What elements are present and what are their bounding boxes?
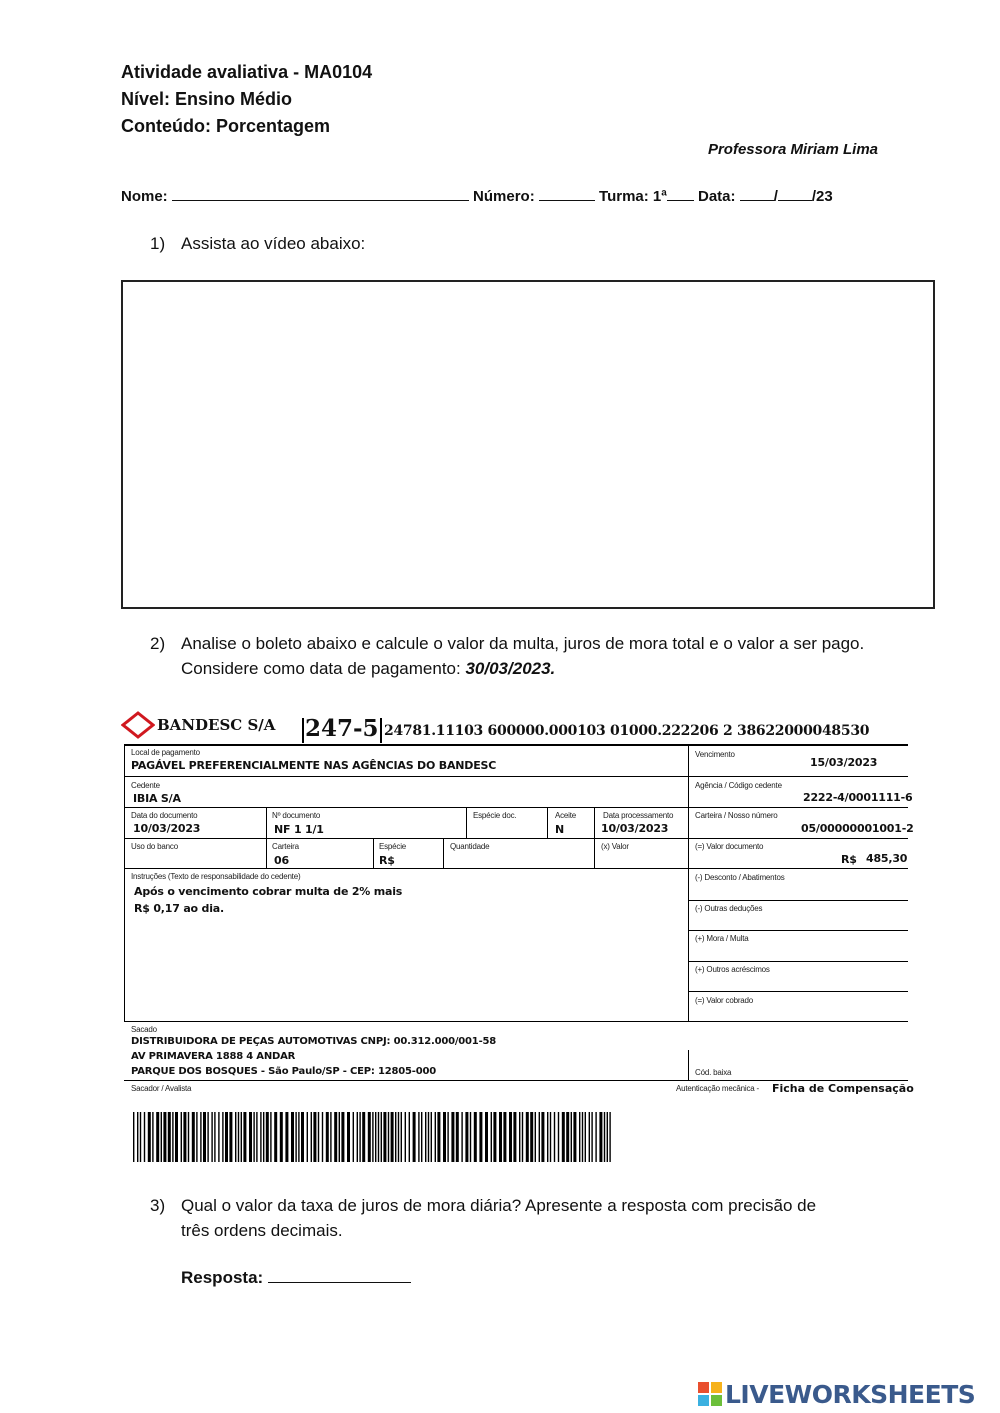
payment-date: 30/03/2023. <box>465 659 556 678</box>
level-label: Nível: Ensino Médio <box>121 89 293 109</box>
carteira-label: Carteira <box>272 842 299 851</box>
especie-label: Espécie <box>379 842 407 851</box>
question-text: Analise o boleto abaixo e calcule o valor da multa, juros de mora total e o valor a ser pago. <box>181 634 865 653</box>
answer-input[interactable] <box>268 1268 411 1283</box>
data-label: Data: <box>698 188 736 205</box>
teacher-name: Professora Miriam Lima <box>707 141 878 158</box>
local-pagamento: PAGÁVEL PREFERENCIALMENTE NAS AGÊNCIAS DO BANDESC <box>131 759 497 772</box>
question-2 <box>150 631 864 681</box>
bank-code: 247-5 <box>305 715 379 742</box>
answer-label: Resposta: <box>181 1268 264 1287</box>
valor-label: (x) Valor <box>601 842 629 851</box>
liveworksheets-brand: LIVEWORKSHEETS <box>725 1379 976 1409</box>
question-text: Qual o valor da taxa de juros de mora diária? Apresente a resposta com precisão de <box>181 1196 817 1215</box>
liveworksheets-logo <box>697 1380 975 1408</box>
vencimento-label: Vencimento <box>695 750 735 759</box>
question-number: 1) <box>150 234 166 253</box>
answer-row <box>181 1268 411 1288</box>
content-label: Conteúdo: Porcentagem <box>121 116 331 136</box>
liveworksheets-logo-icon <box>697 1381 723 1407</box>
num-documento-label: Nº documento <box>272 811 321 820</box>
instrucoes-label: Instruções (Texto de responsabilidade do cedente) <box>131 872 301 881</box>
valor-documento: 485,30 <box>866 852 908 865</box>
instrucoes-line1: Após o vencimento cobrar multa de 2% mais <box>134 885 403 898</box>
outros-acrescimos-label: (+) Outros acréscimos <box>695 965 770 974</box>
day-field[interactable] <box>740 186 774 201</box>
bank-diamond-logo-icon <box>121 711 155 739</box>
numero-field[interactable] <box>539 186 595 201</box>
digitable-line: 24781.11103 600000.000103 01000.222206 2 38622000048530 <box>384 723 870 739</box>
sacado-line3: PARQUE DOS BOSQUES - São Paulo/SP - CEP: 12805-000 <box>131 1066 436 1077</box>
num-documento: NF 1 1/1 <box>274 823 324 836</box>
video-frame[interactable] <box>121 280 935 609</box>
cedente-label: Cedente <box>131 781 160 790</box>
data-documento: 10/03/2023 <box>133 822 201 835</box>
activity-title: Atividade avaliativa - MA0104 <box>121 62 373 82</box>
data-processamento-label: Data processamento <box>603 811 674 820</box>
especie-doc-label: Espécie doc. <box>473 811 517 820</box>
desconto-label: (-) Desconto / Abatimentos <box>695 873 785 882</box>
quantidade-label: Quantidade <box>450 842 490 851</box>
agencia-label: Agência / Código cedente <box>695 781 782 790</box>
nosso-numero: 05/00000001001-2 <box>801 822 914 835</box>
local-pagamento-label: Local de pagamento <box>131 748 200 757</box>
question-number: 3) <box>150 1196 166 1215</box>
mora-multa-label: (+) Mora / Multa <box>695 934 749 943</box>
sacado-line2: AV PRIMAVERA 1888 4 ANDAR <box>131 1051 296 1062</box>
especie: R$ <box>379 854 395 867</box>
ficha-label: Ficha de Compensação <box>772 1082 914 1095</box>
cedente: IBIA S/A <box>133 792 181 805</box>
instrucoes-line2: R$ 0,17 ao dia. <box>134 902 224 915</box>
valor-documento-label: (=) Valor documento <box>695 842 764 851</box>
question-text: Assista ao vídeo abaixo: <box>181 234 366 253</box>
carteira: 06 <box>274 854 289 867</box>
turma-field[interactable] <box>667 186 694 201</box>
question-text-2: três ordens decimais. <box>181 1221 343 1240</box>
barcode <box>133 1112 613 1162</box>
month-field[interactable] <box>778 186 812 201</box>
nome-label: Nome: <box>121 188 168 205</box>
student-info-line: Nome: Número: Turma: 1ª Data: / /23 <box>121 188 833 205</box>
uso-banco-label: Uso do banco <box>131 842 178 851</box>
question-1 <box>150 231 365 256</box>
data-documento-label: Data do documento <box>131 811 198 820</box>
agencia: 2222-4/0001111-6 <box>803 791 913 804</box>
aceite-label: Aceite <box>555 811 577 820</box>
valor-cobrado-label: (=) Valor cobrado <box>695 996 754 1005</box>
year-suffix: /23 <box>811 188 833 205</box>
sacador-label: Sacador / Avalista <box>131 1084 192 1093</box>
autenticacao-label: Autenticação mecânica - <box>676 1084 760 1093</box>
valor-documento-currency: R$ <box>841 853 857 866</box>
cod-baixa-label: Cód. baixa <box>695 1068 732 1077</box>
carteira-nosso-label: Carteira / Nosso número <box>695 811 778 820</box>
question-number: 2) <box>150 634 166 653</box>
aceite: N <box>555 823 565 836</box>
nome-field[interactable] <box>172 186 469 201</box>
numero-label: Número: <box>473 188 535 205</box>
bank-name: BANDESC S/A <box>157 716 276 734</box>
vencimento: 15/03/2023 <box>810 756 878 769</box>
sacado-line1: DISTRIBUIDORA DE PEÇAS AUTOMOTIVAS CNPJ: 00.312.000/001-58 <box>131 1036 497 1047</box>
question-text-2: Considere como data de pagamento: <box>181 659 466 678</box>
question-3 <box>150 1193 816 1243</box>
turma-label: Turma: 1ª <box>599 188 667 205</box>
sacado-label: Sacado <box>131 1025 157 1034</box>
data-processamento: 10/03/2023 <box>601 822 669 835</box>
outras-deducoes-label: (-) Outras deduções <box>695 904 763 913</box>
